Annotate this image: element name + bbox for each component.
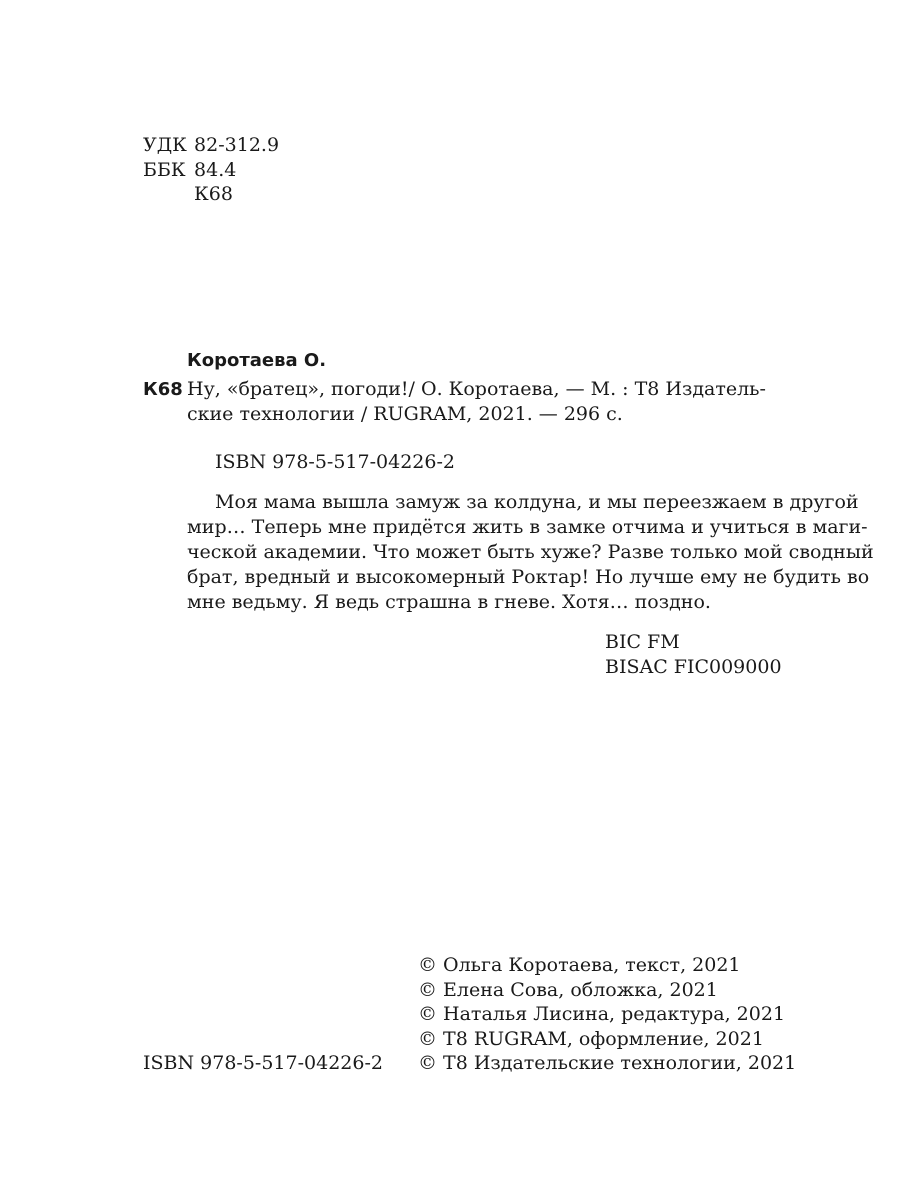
bisac-code: BISAC FIC009000 [605,656,782,678]
isbn-entry: ISBN 978-5-517-04226-2 [215,451,455,473]
bib-line: Ну, «братец», погоди!/ О. Коротаева, — М. : Т8 Издатель- [187,378,766,400]
udk-value: 82-312.9 [194,134,280,156]
copyright-line: © Наталья Лисина, редактура, 2021 [418,1003,786,1025]
bib-line: ские технологии / RUGRAM, 2021. — 296 с. [187,403,623,425]
udk-row [143,133,279,157]
bic-code: BIC FM [605,631,680,653]
annotation-line: ческой академии. Что может быть хуже? Разве только мой сводный [187,541,874,563]
copyright-line: © Т8 Издательские технологии, 2021 [418,1052,797,1074]
annotation-line: мне ведьму. Я ведь страшна в гневе. Хотя… поздно. [187,591,711,613]
copyright-line: © Ольга Коротаева, текст, 2021 [418,954,741,976]
author-code: К68 [194,183,233,205]
annotation-line: брат, вредный и высокомерный Роктар! Но лучше ему не будить во [187,566,870,588]
copyright-line: © Елена Сова, обложка, 2021 [418,978,718,1001]
annotation-line: Моя мама вышла замуж за колдуна, и мы переезжаем в другой [215,491,859,513]
copyright-block [418,953,796,1076]
author-code-row [143,182,233,206]
bbk-label: ББК [143,159,186,181]
bbk-row [143,158,236,182]
footer-isbn: ISBN 978-5-517-04226-2 [143,1052,383,1074]
bibliographic-description [187,377,766,427]
entry-code: К68 [143,379,183,400]
annotation [187,490,874,615]
udk-label: УДК [143,134,187,156]
annotation-line: мир… Теперь мне придётся жить в замке отчима и учиться в маги- [187,516,868,538]
author-heading: Коротаева О. [187,350,327,371]
bbk-value: 84.4 [194,159,237,181]
copyright-line: © Т8 RUGRAM, оформление, 2021 [418,1027,764,1050]
